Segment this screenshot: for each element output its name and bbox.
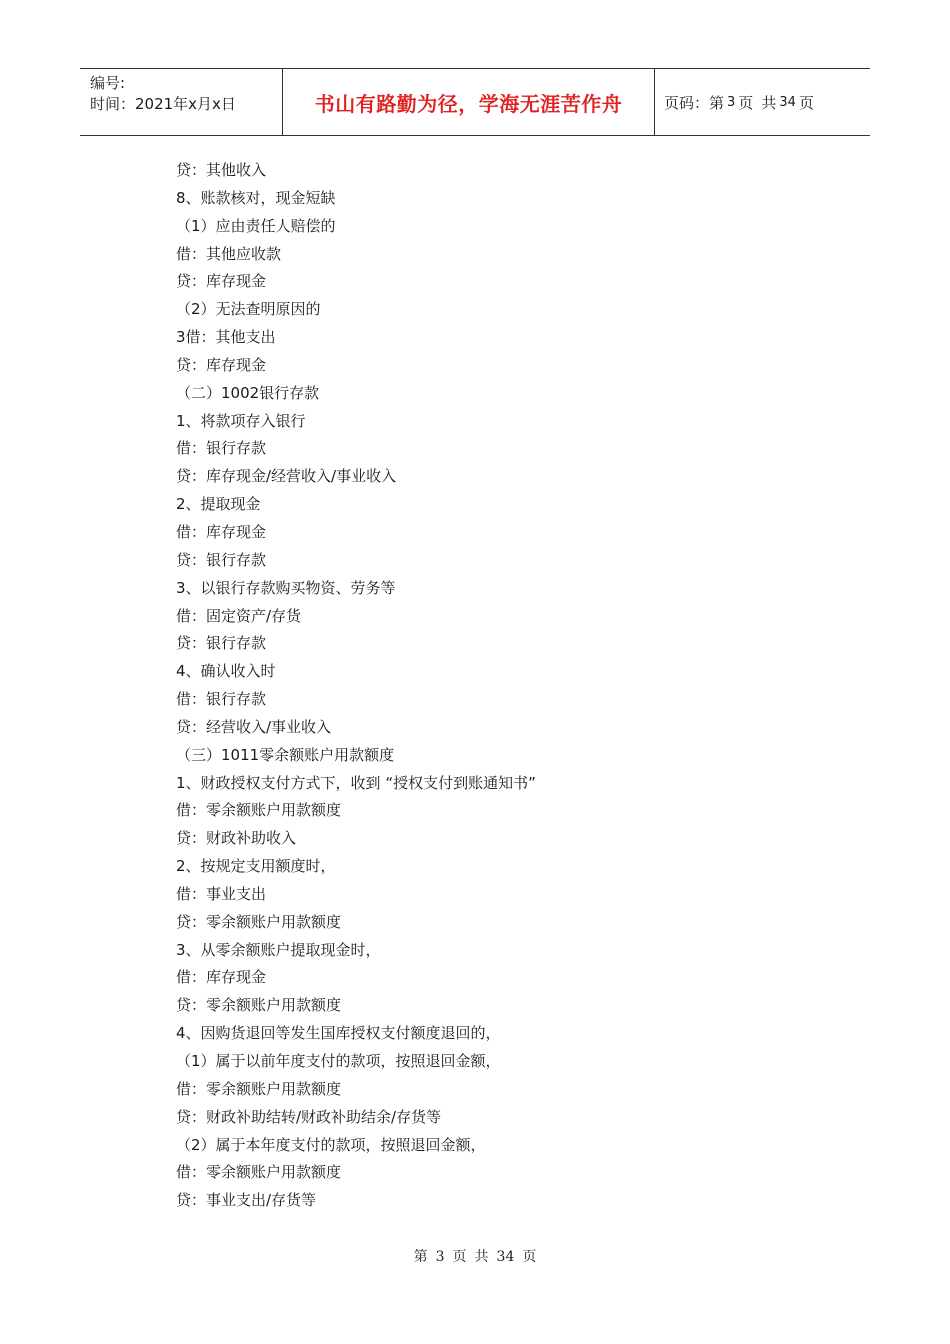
text-line: 贷：库存现金/经营收入/事业收入 — [176, 467, 397, 486]
text-line: 8、账款核对，现金短缺 — [176, 188, 336, 207]
text-line: 借：库存现金 — [176, 522, 267, 541]
text-line: 借：库存现金 — [176, 968, 267, 987]
document-body — [176, 157, 856, 1215]
text-line: 贷：财政补助收入 — [176, 829, 297, 848]
text-line: 贷：财政补助结转/财政补助结余/存货等 — [176, 1107, 442, 1126]
text-line: 贷：库存现金 — [176, 355, 267, 374]
text-line: （2）属于本年度支付的款项，按照退回金额， — [176, 1135, 486, 1154]
text-line: 借：零余额账户用款额度 — [176, 801, 342, 820]
footer-ye-end: 页 — [522, 1249, 537, 1265]
text-line: 贷：库存现金 — [176, 272, 267, 291]
section-heading: （三）1011零余额账户用款额度 — [176, 745, 395, 764]
text-line: （1）应由责任人赔偿的 — [176, 216, 336, 235]
header-motto-cell — [282, 69, 655, 135]
footer-total-pages: 34 — [496, 1249, 515, 1265]
text-line: 1、财政授权支付方式下，收到 “授权支付到账通知书” — [176, 773, 536, 792]
date-label: 时间：2021年x月x日 — [90, 95, 236, 113]
text-line: （2）无法查明原因的 — [176, 300, 321, 319]
page-mid: 页 — [738, 93, 754, 112]
text-line: 4、确认收入时 — [176, 662, 276, 681]
text-line: 3、以银行存款购买物资、劳务等 — [176, 578, 396, 597]
text-line: 贷：零余额账户用款额度 — [176, 996, 342, 1015]
page-header — [80, 68, 870, 136]
number-label: 编号: — [90, 74, 126, 92]
text-line: 2、按规定支用额度时， — [176, 857, 336, 876]
footer-ye: 页 — [452, 1249, 467, 1265]
text-line: 贷：经营收入/事业收入 — [176, 717, 332, 736]
text-line: 借：固定资产/存货 — [176, 606, 302, 625]
text-line: 1、将款项存入银行 — [176, 411, 306, 430]
text-line: 3、从零余额账户提取现金时， — [176, 940, 381, 959]
text-line: 借：事业支出 — [176, 884, 267, 903]
text-line: 借：零余额账户用款额度 — [176, 1163, 342, 1182]
text-line: 贷：银行存款 — [176, 634, 267, 653]
page-footer — [0, 1246, 950, 1266]
text-line: 贷：零余额账户用款额度 — [176, 912, 342, 931]
text-line: 3借：其他支出 — [176, 328, 276, 347]
text-line: 贷：事业支出/存货等 — [176, 1191, 317, 1210]
section-heading: （二）1002银行存款 — [176, 383, 320, 402]
text-line: （1）属于以前年度支付的款项，按照退回金额， — [176, 1052, 501, 1070]
page-total: 34 — [779, 94, 796, 110]
page-suffix: 页 — [798, 93, 814, 112]
text-line: 贷：其他收入 — [176, 161, 267, 179]
text-line: 借：银行存款 — [176, 439, 267, 458]
footer-di: 第 — [413, 1249, 428, 1265]
header-meta — [80, 69, 282, 135]
motto-text: 书山有路勤为径，学海无涯苦作舟 — [314, 91, 623, 116]
text-line: 借：银行存款 — [176, 690, 267, 709]
page-current: 3 — [727, 94, 736, 110]
text-line: 借：其他应收款 — [176, 244, 282, 263]
text-line: 借：零余额账户用款额度 — [176, 1079, 342, 1098]
header-page-info — [655, 69, 870, 135]
footer-current-page: 3 — [435, 1249, 445, 1265]
page-prefix: 页码：第 — [664, 93, 725, 112]
text-line: 4、因购货退回等发生国库授权支付额度退回的， — [176, 1024, 501, 1043]
text-line: 2、提取现金 — [176, 495, 261, 514]
page-total-prefix: 共 — [761, 93, 777, 112]
footer-gong: 共 — [474, 1249, 489, 1265]
text-line: 贷：银行存款 — [176, 550, 267, 569]
